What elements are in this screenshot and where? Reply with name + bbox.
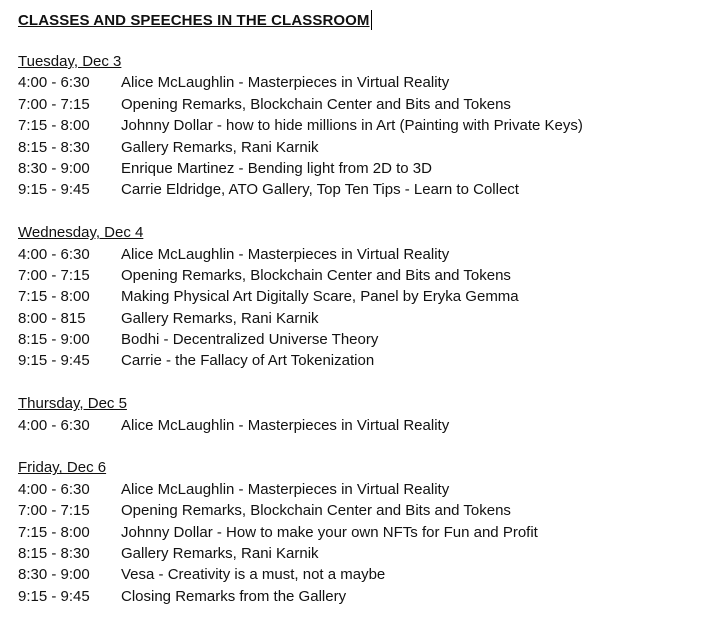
session-time: 9:15 - 9:45 (18, 352, 90, 370)
session-row (18, 543, 708, 564)
session-description: Alice McLaughlin - Masterpieces in Virtual Reality (121, 480, 450, 498)
session-row (18, 94, 708, 115)
document-title[interactable]: CLASSES AND SPEECHES IN THE CLASSROOM (18, 11, 370, 29)
day-spacer (18, 201, 708, 222)
session-description: Carrie - the Fallacy of Art Tokenization (121, 352, 375, 370)
session-row (18, 244, 708, 265)
session-time: 8:15 - 8:30 (18, 544, 90, 562)
session-row (18, 522, 708, 543)
session-row (18, 350, 708, 371)
session-row (18, 564, 708, 585)
day-block-tuesday (18, 51, 708, 201)
session-row (18, 500, 708, 521)
session-description: Johnny Dollar - How to make your own NFTs for Fun and Profit (121, 523, 538, 541)
session-description: Alice McLaughlin - Masterpieces in Virtual Reality (121, 245, 450, 263)
day-block-friday (18, 457, 708, 607)
session-row (18, 179, 708, 200)
day-heading: Tuesday, Dec 3 (18, 53, 122, 70)
session-time: 4:00 - 6:30 (18, 480, 90, 498)
session-row (18, 586, 708, 607)
session-description: Alice McLaughlin - Masterpieces in Virtual Reality (121, 416, 450, 434)
session-time: 8:15 - 8:30 (18, 138, 90, 156)
session-row (18, 308, 708, 329)
session-row (18, 158, 708, 179)
day-spacer (18, 436, 708, 457)
session-description: Opening Remarks, Blockchain Center and Bits and Tokens (121, 266, 511, 284)
day-heading: Wednesday, Dec 4 (18, 224, 144, 242)
session-row (18, 137, 708, 158)
session-row (18, 415, 708, 436)
session-time: 4:00 - 6:30 (18, 74, 90, 92)
session-description: Vesa - Creativity is a must, not a maybe (121, 566, 386, 584)
session-time: 8:30 - 9:00 (18, 566, 90, 584)
session-description: Alice McLaughlin - Masterpieces in Virtual Reality (121, 74, 450, 92)
session-time: 7:15 - 8:00 (18, 288, 90, 306)
session-row (18, 329, 708, 350)
session-description: Gallery Remarks, Rani Karnik (121, 138, 319, 156)
session-time: 7:00 - 7:15 (18, 502, 90, 520)
session-row (18, 115, 708, 136)
session-description: Johnny Dollar - how to hide millions in Art (Painting with Private Keys) (121, 117, 583, 135)
session-time: 7:00 - 7:15 (18, 95, 90, 113)
day-block-wednesday (18, 222, 708, 372)
session-description: Opening Remarks, Blockchain Center and Bits and Tokens (121, 95, 511, 113)
day-heading: Friday, Dec 6 (18, 459, 107, 477)
session-time: 8:30 - 9:00 (18, 159, 90, 177)
session-description: Gallery Remarks, Rani Karnik (121, 544, 319, 562)
session-time: 9:15 - 9:45 (18, 181, 90, 199)
session-description: Carrie Eldridge, ATO Gallery, Top Ten Tips - Learn to Collect (121, 181, 519, 199)
text-cursor (371, 10, 373, 30)
session-time: 8:15 - 9:00 (18, 331, 90, 349)
day-block-thursday (18, 393, 708, 436)
session-description: Gallery Remarks, Rani Karnik (121, 309, 319, 327)
session-time: 4:00 - 6:30 (18, 416, 90, 434)
session-row (18, 286, 708, 307)
session-time: 8:00 - 815 (18, 309, 86, 327)
session-time: 7:00 - 7:15 (18, 266, 90, 284)
session-row (18, 265, 708, 286)
session-description: Bodhi - Decentralized Universe Theory (121, 331, 379, 349)
title-row (18, 6, 708, 34)
session-description: Opening Remarks, Blockchain Center and Bits and Tokens (121, 502, 511, 520)
session-row (18, 479, 708, 500)
session-description: Making Physical Art Digitally Scare, Panel by Eryka Gemma (121, 288, 519, 306)
session-description: Enrique Martinez - Bending light from 2D to 3D (121, 159, 432, 177)
document-page (18, 6, 708, 607)
session-time: 7:15 - 8:00 (18, 523, 90, 541)
session-description: Closing Remarks from the Gallery (121, 587, 347, 605)
day-spacer (18, 372, 708, 393)
session-time: 9:15 - 9:45 (18, 587, 90, 605)
title-gap (18, 34, 708, 51)
session-time: 4:00 - 6:30 (18, 245, 90, 263)
session-row (18, 72, 708, 93)
session-time: 7:15 - 8:00 (18, 117, 90, 135)
day-heading: Thursday, Dec 5 (18, 395, 127, 413)
